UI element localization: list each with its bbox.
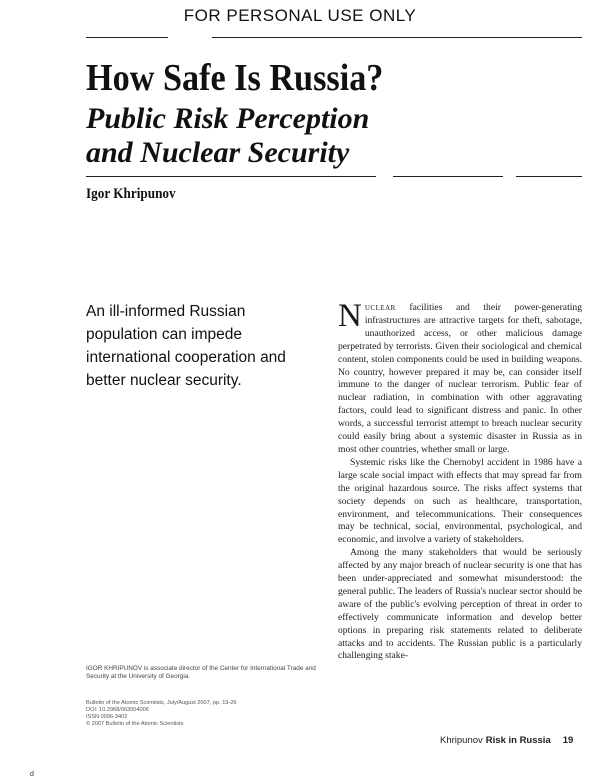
pull-quote-line: population can impede — [86, 326, 242, 343]
body-paragraph-3: Among the many stakeholders that would be seriously affected by any major breach of nuclear security is one that has been under-appreciated and somewhat misunderstood: the general public. The leaders of Russia's nuclear sector should be aware of the public's evolving perception of threat in order to effectively communicate information and develop better options in preparing risk statements related to deliberate attacks and to accidents. The Russian public is a particularly challenging stake- — [338, 547, 582, 662]
author-name: Igor Khripunov — [86, 186, 176, 202]
body-paragraph-2: Systemic risks like the Chernobyl accident in 1986 have a large scale social impact with effects that may spread far from the original hazardous source. The risks affect systems that society depends on such as healthcare, transportation, environment, and telecommunications. Their consequences may be technical, social, environmental, psychological, and economic, and involve a variety of stakeholders. — [338, 456, 582, 546]
pull-quote-line: better nuclear security. — [86, 372, 242, 389]
body-paragraph-1 — [338, 298, 582, 457]
header-rule-right — [212, 37, 582, 38]
header-rule-left — [86, 37, 168, 38]
page-footer — [440, 735, 573, 746]
pull-quote-line: international cooperation and — [86, 349, 286, 366]
author-bio: IGOR KHRIPUNOV is associate director of the Center for International Trade and Security at the University of Georgia. — [86, 665, 316, 681]
title-rule-left — [86, 176, 376, 177]
pub-info-line: DOI: 10.2968/063004006 — [86, 707, 149, 713]
page-number: 19 — [562, 735, 574, 746]
pub-info-line: Bulletin of the Atomic Scientists, July/August 2007, pp. 19-26 — [86, 700, 237, 706]
footer-journal-title: Risk in Russia — [485, 735, 551, 746]
publication-info — [86, 700, 286, 728]
title-rule-mid — [393, 176, 503, 177]
edge-mark: d — [30, 771, 34, 778]
drop-cap: N — [338, 298, 362, 334]
article-title: How Safe Is Russia? — [86, 57, 384, 99]
pub-info-line: © 2007 Bulletin of the Atomic Scientists — [86, 721, 184, 727]
personal-use-banner: FOR PERSONAL USE ONLY — [183, 6, 417, 25]
title-rule-right — [516, 176, 582, 177]
subtitle-line-1: Public Risk Perception — [86, 102, 370, 135]
body-column — [338, 298, 582, 663]
pub-info-line: ISSN 0096-3402 — [86, 714, 128, 720]
article-subtitle — [86, 102, 369, 170]
subtitle-line-2: and Nuclear Security — [86, 136, 350, 169]
pull-quote — [86, 300, 326, 392]
footer-author: Khripunov — [440, 735, 483, 746]
lead-in-smallcaps: uclear — [364, 302, 396, 313]
pull-quote-line: An ill-informed Russian — [86, 303, 246, 320]
paragraph-1-text: facilities and their power-generating infrastructures are attractive targets for theft, sabotage, unauthorized access, or other malicious damage perpetrated by terrorists. Given their sociological and chemical content, stolen components could be used in building weapons. No country, however prepared it may be, can consider itself immune to the danger of nuclear terrorism. Public fear of nuclear radiation, in combination with other aggravating factors, could lead to significant distress and panic. In other words, a successful terrorist attempt to breach nuclear security could easily bring about a systemic disaster in Russia as in most other countries, whether small or large. — [338, 302, 582, 455]
